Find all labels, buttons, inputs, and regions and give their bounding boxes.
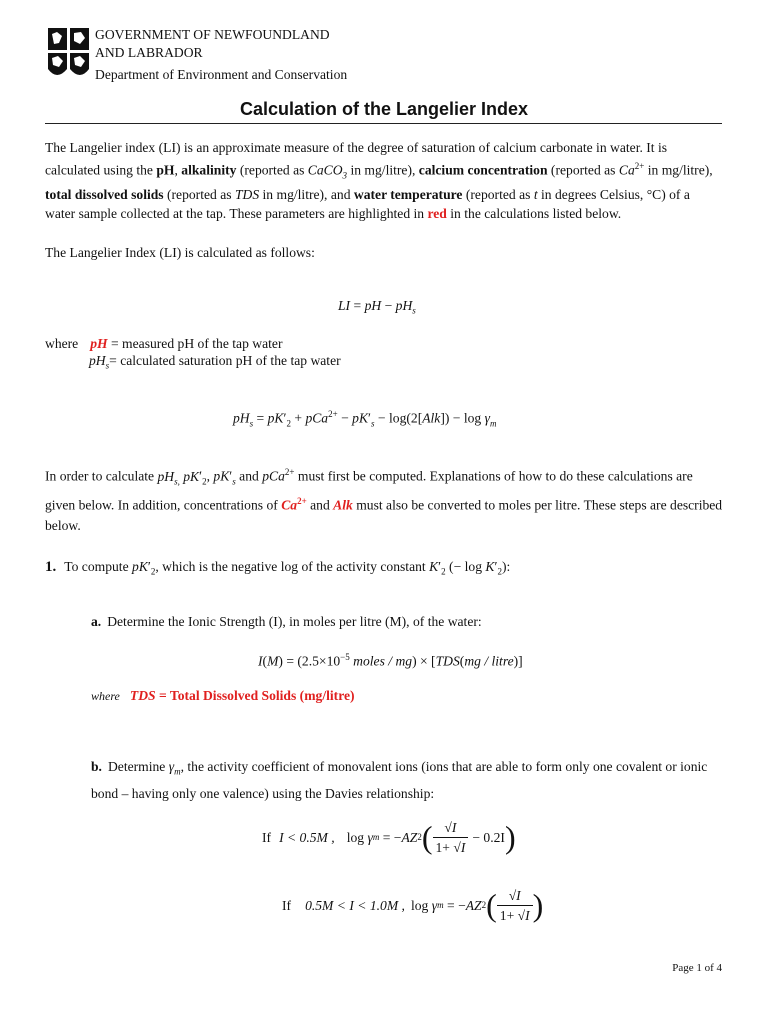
page-title: Calculation of the Langelier Index [239,99,529,119]
where-ph: where pH = measured pH of the tap water [45,336,283,351]
davies-equation-1: If I < 0.5M , log γ m = − AZ 2 ( $\frac{√I}{1+ √I}$ − 0.2I ) [262,819,516,855]
department-name: Department of Environment and Conservation [95,67,348,82]
step-1: 1. To compute $pK'_2$, which is the negative log of the activity constant $K'_2$ (− $\log K'_2$): [45,559,511,577]
step-a: a. Determine the Ionic Strength (I), in moles per litre (M), of the water: [91,614,482,629]
intro-paragraph: The Langelier index (LI) is an approximate measure of the degree of saturation of calcium carbonate in water. It is calculated using the pH, alkalinity (reported as CaCO$_3$ in mg/litre), calcium concentration (reported as $Ca^{2+}$ in mg/litre), total dissolved solids (reported as TDS in mg/litre), and water temperature (reported as t in degrees Celsius, °C) of a water sample collected at the tap. These parameters are highlighted in red in the calculations listed below. [45,140,713,222]
li-equation: LI = pH − $pH_s$ [338,298,416,316]
where-phs: $pH_s=$ calculated saturation pH of the tap water [89,353,341,371]
phs-equation: $pH_s = pK'_2 + pCa^{2+} - pK'_s - \log(2[Alk]) - \log \gamma_m$ [233,409,497,429]
calc-intro: The Langelier Index (LI) is calculated as follows: [45,245,315,260]
page-number: Page 1 of 4 [672,962,722,974]
gov-line-1: GOVERNMENT OF NEWFOUNDLAND [95,27,330,42]
government-logo [47,27,91,83]
gov-line-2: AND LABRADOR [95,45,203,60]
title-rule [45,123,722,124]
davies-equation-2: If 0.5M < I < 1.0M , log γ m = − AZ 2 ( $\frac{√I}{1+ √I}$ ) [282,887,544,923]
tds-definition: where TDS = Total Dissolved Solids (mg/litre) [91,688,355,703]
step-b: b. Determine $\gamma_m$, the activity coefficient of monovalent ions (ions that are able to form only one covalent or ionic bond – having only one valence) using the Davies relationship: [91,759,708,801]
order-paragraph: In order to calculate $pH_{s,}$ $pK'_2$, $pK'_s$ and pCa$^{2+}$ must first be computed. Explanations of how to do these calculations are given below. In addition, concentrations of $Ca^{2+}$ and Alk must also be converted to moles per litre. These steps are described below. [45,467,723,533]
ionic-strength-equation: $I(M) = (2.5\times 10^{-5}$ moles / mg) × [TDS(mg / litre)] [258,652,523,669]
